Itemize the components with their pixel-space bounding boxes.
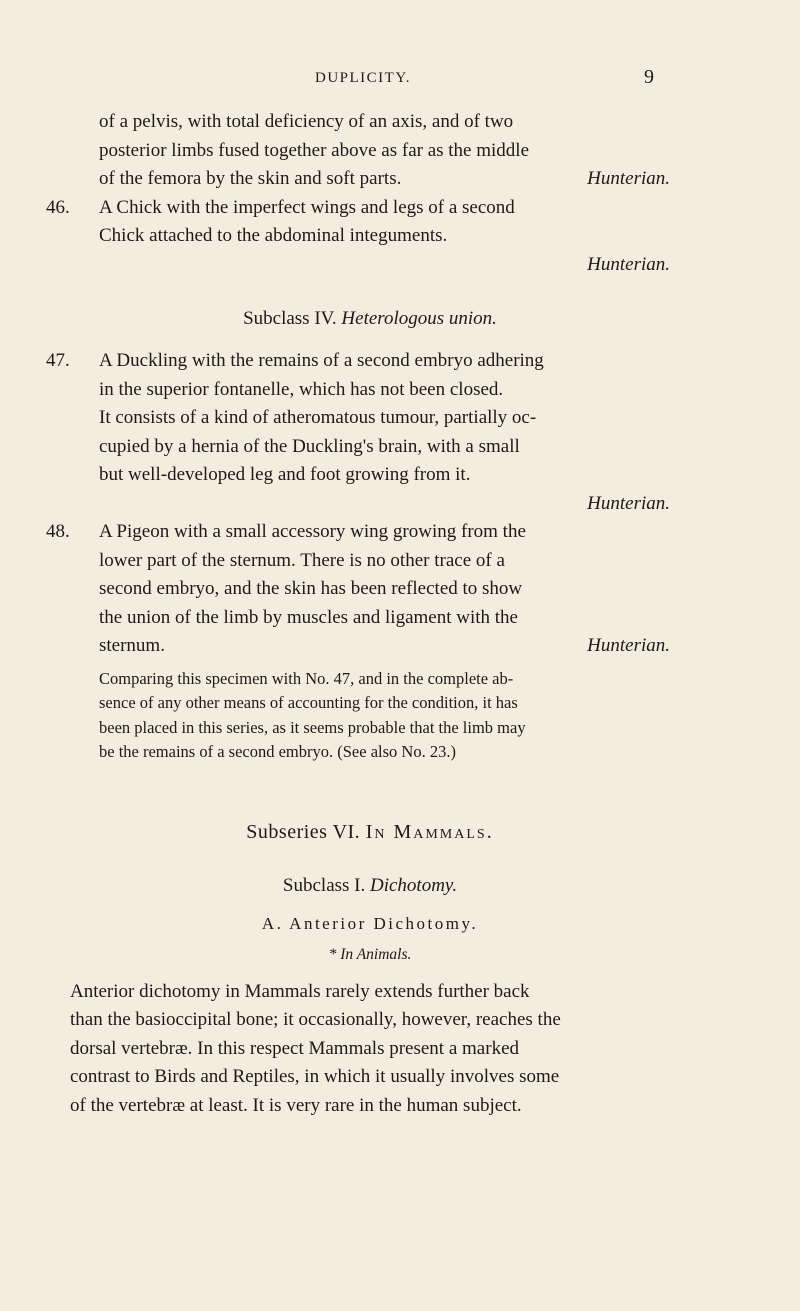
entry-48-note (70, 667, 670, 765)
subclass-prefix: Subclass IV. (243, 308, 337, 329)
subclass-heading (70, 305, 670, 333)
subclass-prefix: Subclass I. (282, 874, 366, 896)
text-line: Anterior dichotomy in Mammals rarely extends further back (70, 980, 530, 1002)
source-label: Hunterian. (587, 253, 670, 275)
text-line: but well-developed leg and foot growing from it. (99, 464, 471, 485)
entry-number: 47. (46, 350, 70, 371)
text-line: A Duckling with the remains of a second embryo adhering (99, 350, 544, 371)
text-line: Chick attached to the abdominal integuments. (99, 225, 448, 246)
text-line (99, 165, 670, 194)
text-line: A Pigeon with a small accessory wing growing from the (99, 521, 526, 542)
note-line: Comparing this specimen with No. 47, and in the complete ab- (99, 668, 514, 688)
entry-number: 48. (46, 521, 70, 542)
page-header (0, 66, 800, 94)
entry-46 (46, 194, 670, 280)
source-label: Hunterian. (587, 168, 670, 189)
subseries-title: In Mammals. (365, 820, 494, 843)
text-line: posterior limbs fused together above as far as the middle (99, 139, 530, 161)
page-number: 9 (644, 66, 654, 88)
page-body (46, 108, 670, 1120)
intro-paragraph (70, 978, 670, 1121)
group-heading: * In Animals. (328, 945, 412, 963)
subclass-title: Heterologous union. (341, 308, 497, 329)
text-line: contrast to Birds and Reptiles, in which it usually involves some (70, 1066, 560, 1087)
subclass-heading (70, 872, 670, 900)
text-line: second embryo, and the skin has been reflected to show (99, 578, 523, 599)
text-line: cupied by a hernia of the Duckling's brain, with a small (99, 435, 520, 457)
text-line-content: of the femora by the skin and soft parts. (99, 168, 402, 189)
note-line: been placed in this series, as it seems probable that the limb may (99, 717, 526, 737)
text-line (99, 632, 670, 661)
entry-48 (46, 518, 670, 661)
text-line: of a pelvis, with total deficiency of an axis, and of two (99, 111, 514, 132)
text-line: than the basioccipital bone; it occasionally, however, reaches the (70, 1009, 561, 1030)
entry-number: 46. (46, 196, 70, 218)
subclass-title: Dichotomy. (370, 874, 458, 896)
entry-47 (46, 347, 670, 518)
running-head: DUPLICITY. (315, 70, 411, 86)
text-line: in the superior fontanelle, which has not been closed. (99, 378, 504, 400)
source-label: Hunterian. (587, 492, 670, 514)
text-line: A Chick with the imperfect wings and legs of a second (99, 196, 515, 218)
subseries-heading (70, 821, 670, 844)
subseries-prefix: Subseries VI. (246, 820, 361, 843)
text-line: It consists of a kind of atheromatous tumour, partially oc- (99, 407, 537, 428)
note-line: be the remains of a second embryo. (See also No. 23.) (99, 742, 456, 761)
division-heading: A. Anterior Dichotomy. (261, 913, 479, 933)
text-line: of the vertebræ at least. It is very rare in the human subject. (70, 1094, 522, 1116)
text-line: lower part of the sternum. There is no other trace of a (99, 549, 505, 571)
text-line: dorsal vertebræ. In this respect Mammals present a marked (70, 1037, 519, 1059)
text-line: the union of the limb by muscles and ligament with the (99, 606, 518, 628)
note-line: sence of any other means of accounting for the condition, it has (99, 693, 518, 712)
source-label: Hunterian. (587, 635, 670, 656)
entry-45-continuation (70, 108, 670, 194)
text-line-content: sternum. (99, 635, 165, 656)
